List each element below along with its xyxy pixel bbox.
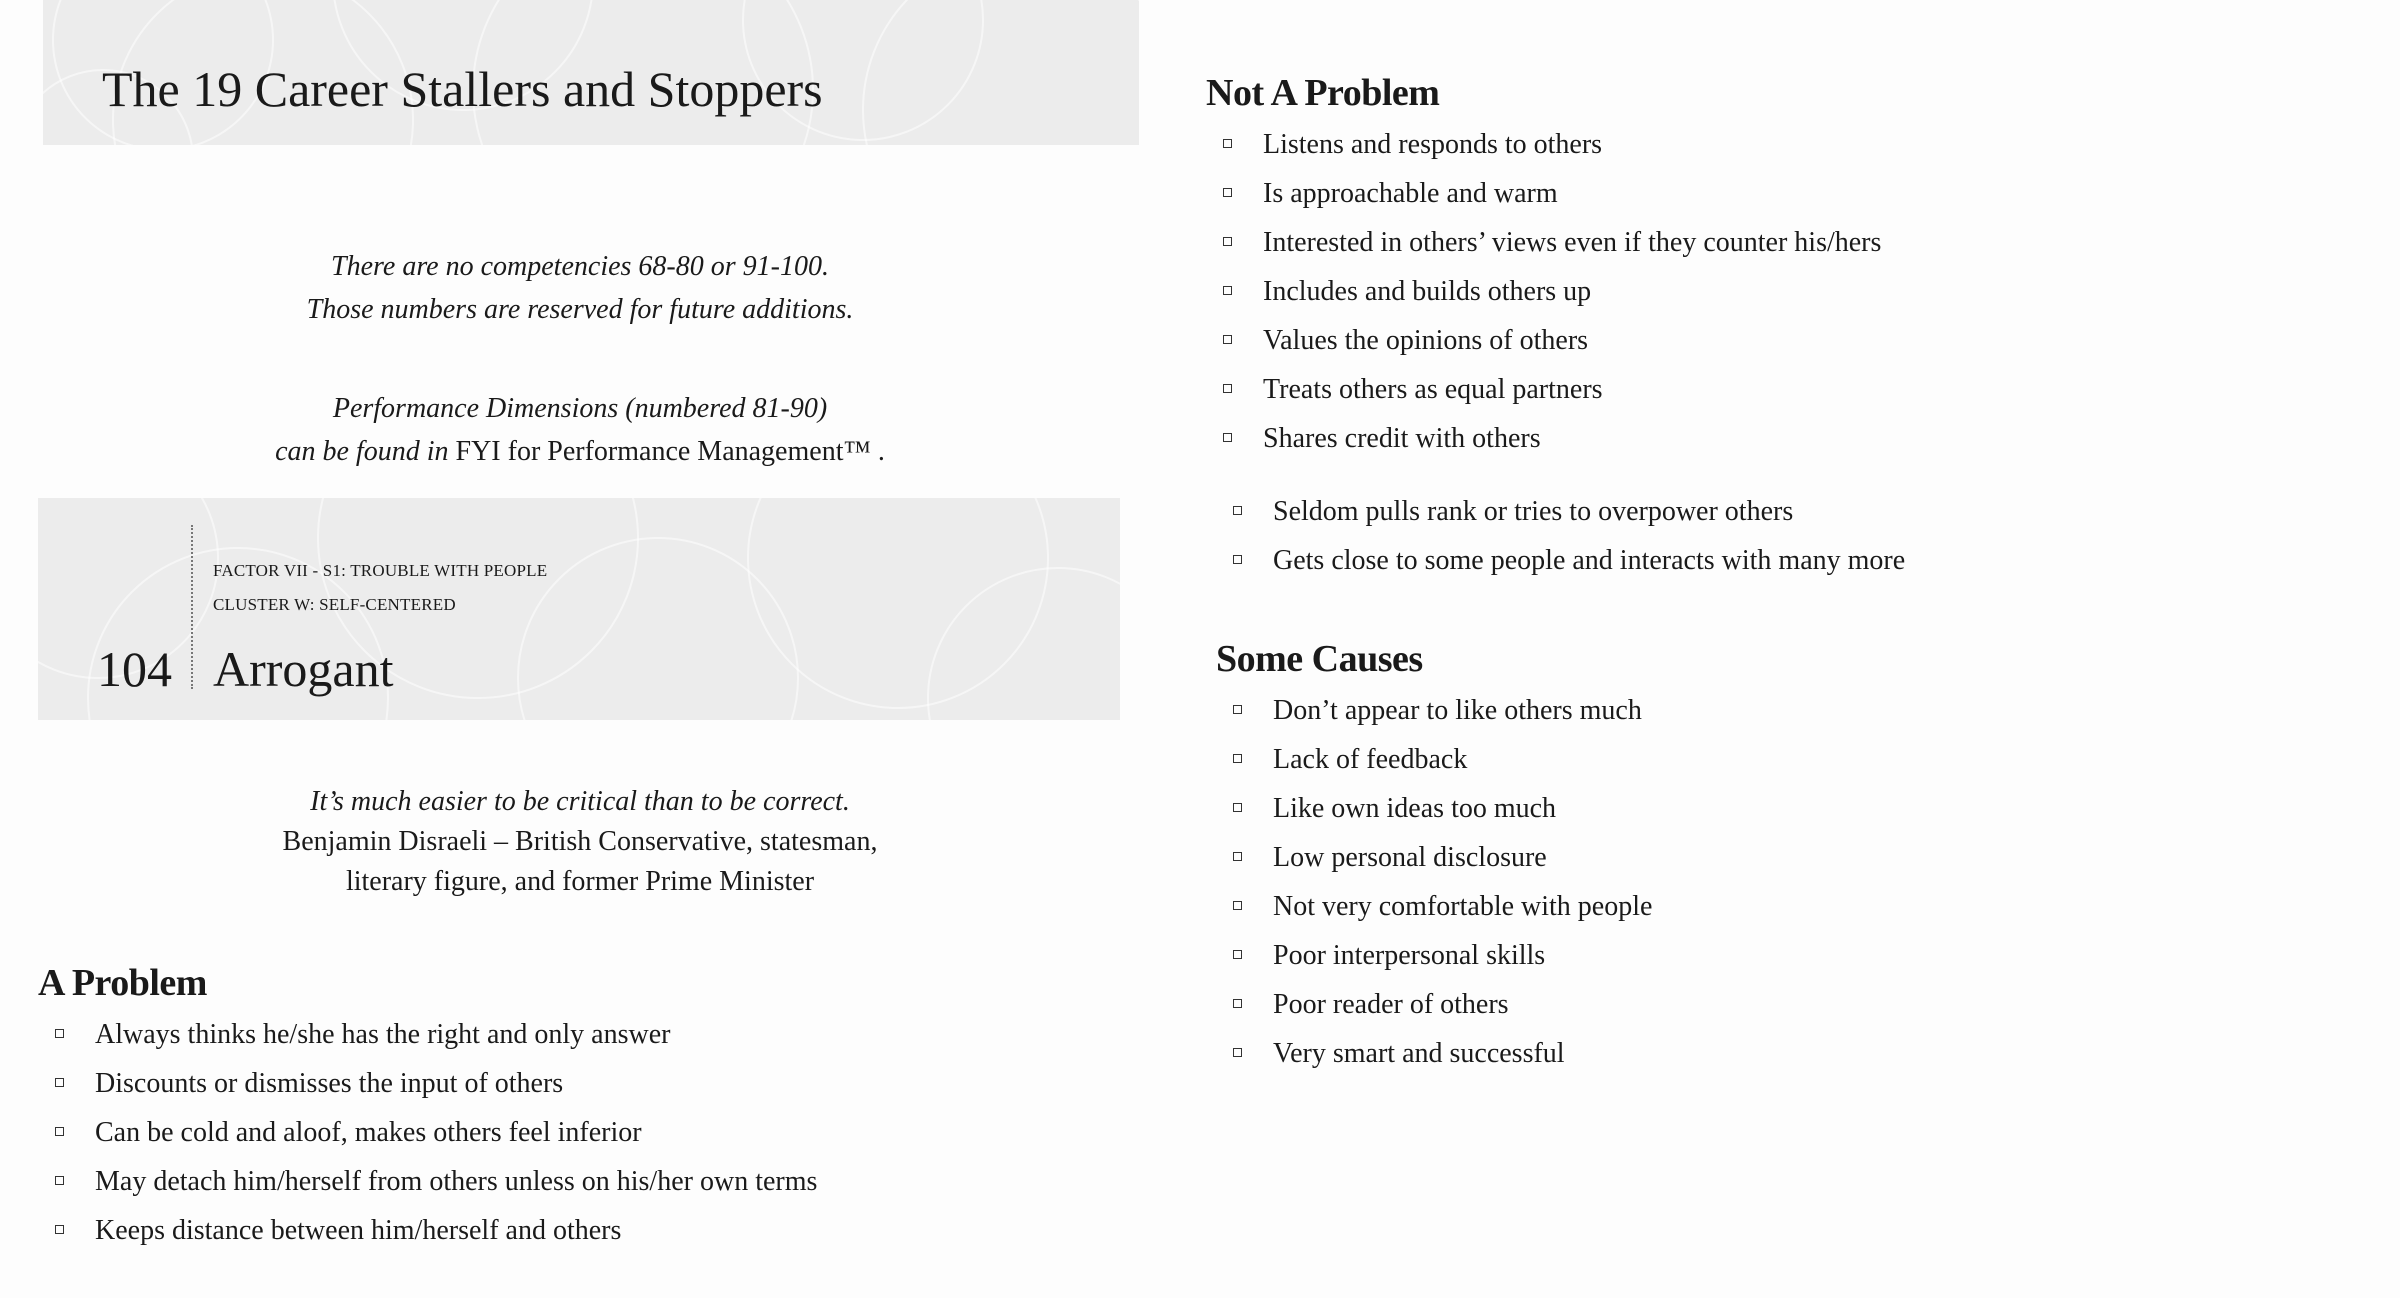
checkbox-bullet-icon <box>1233 803 1242 812</box>
checkbox-bullet-icon <box>1223 188 1232 197</box>
checkbox-bullet-icon <box>1233 901 1242 910</box>
list-item: Lack of feedback <box>1233 735 1423 784</box>
not-a-problem-section <box>1206 72 1906 585</box>
checkbox-bullet-icon <box>1233 754 1242 763</box>
list-item: Values the opinions of others <box>1223 316 1439 365</box>
swirl-pattern <box>38 498 1120 720</box>
not-a-problem-list <box>1223 120 1882 463</box>
cluster-label: CLUSTER W: SELF-CENTERED <box>213 595 456 614</box>
quote-text: It’s much easier to be critical than to be correct. <box>310 786 850 817</box>
checkbox-bullet-icon <box>1223 384 1232 393</box>
list-item: Gets close to some people and interacts with many more <box>1233 536 1439 585</box>
not-a-problem-list-continued <box>1233 487 1906 585</box>
checkbox-bullet-icon <box>55 1029 64 1038</box>
checkbox-bullet-icon <box>55 1176 64 1185</box>
checkbox-bullet-icon <box>1233 950 1242 959</box>
list-item: Poor reader of others <box>1233 980 1423 1029</box>
quote-author-line-1: Benjamin Disraeli – British Conservative, statesman, <box>282 826 878 857</box>
checkbox-bullet-icon <box>1233 1048 1242 1057</box>
checkbox-bullet-icon <box>55 1078 64 1087</box>
checkbox-bullet-icon <box>1233 705 1242 714</box>
checkbox-bullet-icon <box>1223 237 1232 246</box>
list-item: May detach him/herself from others unless on his/her own terms <box>55 1157 207 1206</box>
a-problem-list <box>55 1010 818 1255</box>
some-causes-section <box>1216 638 1653 1078</box>
reserved-numbers-note <box>40 245 1120 331</box>
list-item: Interested in others’ views even if they counter his/hers <box>1223 218 1439 267</box>
performance-note-italic: can be found in <box>275 436 449 467</box>
list-item: Always thinks he/she has the right and only answer <box>55 1010 207 1059</box>
performance-note-line-1: Performance Dimensions (numbered 81-90) <box>332 393 828 424</box>
checkbox-bullet-icon <box>1223 433 1232 442</box>
a-problem-section <box>38 962 818 1255</box>
list-item: Seldom pulls rank or tries to overpower others <box>1233 487 1439 536</box>
competency-number: 104 <box>97 641 172 697</box>
list-item: Treats others as equal partners <box>1223 365 1439 414</box>
list-item: Shares credit with others <box>1223 414 1439 463</box>
checkbox-bullet-icon <box>1233 506 1242 515</box>
list-item: Very smart and successful <box>1233 1029 1423 1078</box>
quote-author-line-2: literary figure, and former Prime Minister <box>345 866 815 897</box>
not-a-problem-heading: Not A Problem <box>1206 72 1440 114</box>
competency-name: Arrogant <box>213 641 394 697</box>
checkbox-bullet-icon <box>1223 335 1232 344</box>
reserved-note-line-1: There are no competencies 68-80 or 91-100. <box>331 251 829 282</box>
a-problem-heading: A Problem <box>38 962 207 1004</box>
list-item: Is approachable and warm <box>1223 169 1439 218</box>
performance-note-book-title: FYI for Performance Management™ . <box>448 436 885 467</box>
list-item: Listens and responds to others <box>1223 120 1439 169</box>
checkbox-bullet-icon <box>1223 139 1232 148</box>
checkbox-bullet-icon <box>55 1127 64 1136</box>
list-item: Includes and builds others up <box>1223 267 1439 316</box>
checkbox-bullet-icon <box>1233 999 1242 1008</box>
list-item: Like own ideas too much <box>1233 784 1423 833</box>
page-title: The 19 Career Stallers and Stoppers <box>102 61 823 117</box>
quote <box>40 782 1120 902</box>
list-item: Low personal disclosure <box>1233 833 1423 882</box>
title-banner <box>43 0 1139 145</box>
dotted-divider <box>191 525 193 689</box>
performance-note-line-2 <box>40 430 1120 473</box>
list-item: Not very comfortable with people <box>1233 882 1423 931</box>
checkbox-bullet-icon <box>55 1225 64 1234</box>
some-causes-heading: Some Causes <box>1216 638 1423 680</box>
checkbox-bullet-icon <box>1223 286 1232 295</box>
reserved-note-line-2: Those numbers are reserved for future additions. <box>306 294 854 325</box>
checkbox-bullet-icon <box>1233 555 1242 564</box>
performance-dimensions-note <box>40 387 1120 473</box>
competency-banner <box>38 498 1120 720</box>
list-item: Don’t appear to like others much <box>1233 686 1423 735</box>
list-item: Discounts or dismisses the input of others <box>55 1059 207 1108</box>
list-item: Can be cold and aloof, makes others feel inferior <box>55 1108 207 1157</box>
some-causes-list <box>1233 686 1653 1078</box>
checkbox-bullet-icon <box>1233 852 1242 861</box>
list-item: Keeps distance between him/herself and others <box>55 1206 207 1255</box>
list-item: Poor interpersonal skills <box>1233 931 1423 980</box>
factor-label: FACTOR VII - S1: TROUBLE WITH PEOPLE <box>213 561 548 580</box>
